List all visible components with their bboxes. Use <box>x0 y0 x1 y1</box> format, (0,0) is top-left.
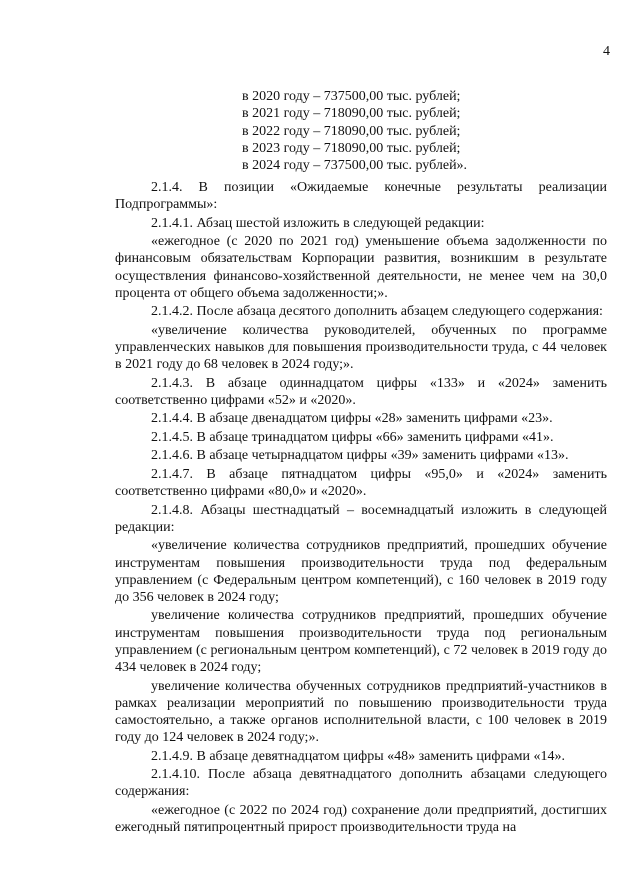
paragraph: 2.1.4.1. Абзац шестой изложить в следующей редакции: <box>151 215 485 231</box>
amount-line: в 2023 году – 718090,00 тыс. рублей; <box>242 140 461 156</box>
document-body <box>115 179 607 838</box>
paragraph: 2.1.4.7. В абзаце пятнадцатом цифры «95,0» и «2024» заменить соответственно цифрами «80,0» и «2020». <box>115 466 607 500</box>
funding-amounts-list <box>242 88 467 174</box>
paragraph: «увеличение количества сотрудников предприятий, прошедших обучение инструментам повышения производительности труда под федеральным управлением (с Федеральным центром компетенций), с 160 человек в 2019 году до 356 человек в 2024 году; <box>115 538 607 605</box>
paragraph: 2.1.4.10. После абзаца девятнадцатого дополнить абзацами следующего содержания: <box>115 767 607 800</box>
paragraph: 2.1.4.6. В абзаце четырнадцатом цифры «39» заменить цифрами «13». <box>151 448 569 464</box>
paragraph: 2.1.4.2. После абзаца десятого дополнить абзацем следующего содержания: <box>151 304 603 320</box>
paragraph: 2.1.4.8. Абзацы шестнадцатый – восемнадцатый изложить в следующей редакции: <box>115 502 607 535</box>
page-number: 4 <box>603 44 610 59</box>
paragraph: 2.1.4.5. В абзаце тринадцатом цифры «66» заменить цифрами «41». <box>151 429 554 445</box>
amount-line: в 2024 году – 737500,00 тыс. рублей». <box>242 158 468 174</box>
amount-line: в 2021 году – 718090,00 тыс. рублей; <box>242 106 461 122</box>
amount-line: в 2022 году – 718090,00 тыс. рублей; <box>242 123 461 139</box>
paragraph: увеличение количества обученных сотрудников предприятий-участников в рамках реализации мероприятий по повышению производительности труда самостоятельно, а также органов исполнительной власти, с 100 человек в 2019 году до 124 человек в 2024 году;». <box>115 678 607 746</box>
paragraph: 2.1.4.3. В абзаце одиннадцатом цифры «133» и «2024» заменить соответственно цифрами «52» и «2020». <box>115 375 607 408</box>
paragraph: 2.1.4. В позиции «Ожидаемые конечные результаты реализации Подпрограммы»: <box>115 180 607 213</box>
paragraph: 2.1.4.4. В абзаце двенадцатом цифры «28» заменить цифрами «23». <box>151 411 553 427</box>
paragraph: увеличение количества сотрудников предприятий, прошедших обучение инструментам повышения производительности труда под региональным управлением (с региональным центром компетенций), с 72 человек в 2019 году до 434 человек в 2024 году; <box>115 608 607 676</box>
paragraph: «ежегодное (с 2022 по 2024 год) сохранение доли предприятий, достигших ежегодный пятипроцентный прирост производительности труда на <box>115 802 607 836</box>
amount-line: в 2020 году – 737500,00 тыс. рублей; <box>242 89 461 104</box>
paragraph: «увеличение количества руководителей, обученных по программе управленческих навыков для повышения производительности труда, с 44 человек в 2021 году до 68 человек в 2024 году;». <box>115 322 607 373</box>
paragraph: «ежегодное (с 2020 по 2021 год) уменьшение объема задолженности по финансовым обязательствам Корпорации развития, возникшим в результате осуществления финансово-хозяйственной деятельности, не менее чем на 30,0 процента от общего объема задолженности;». <box>115 234 607 301</box>
paragraph: 2.1.4.9. В абзаце девятнадцатом цифры «48» заменить цифрами «14». <box>151 748 566 764</box>
